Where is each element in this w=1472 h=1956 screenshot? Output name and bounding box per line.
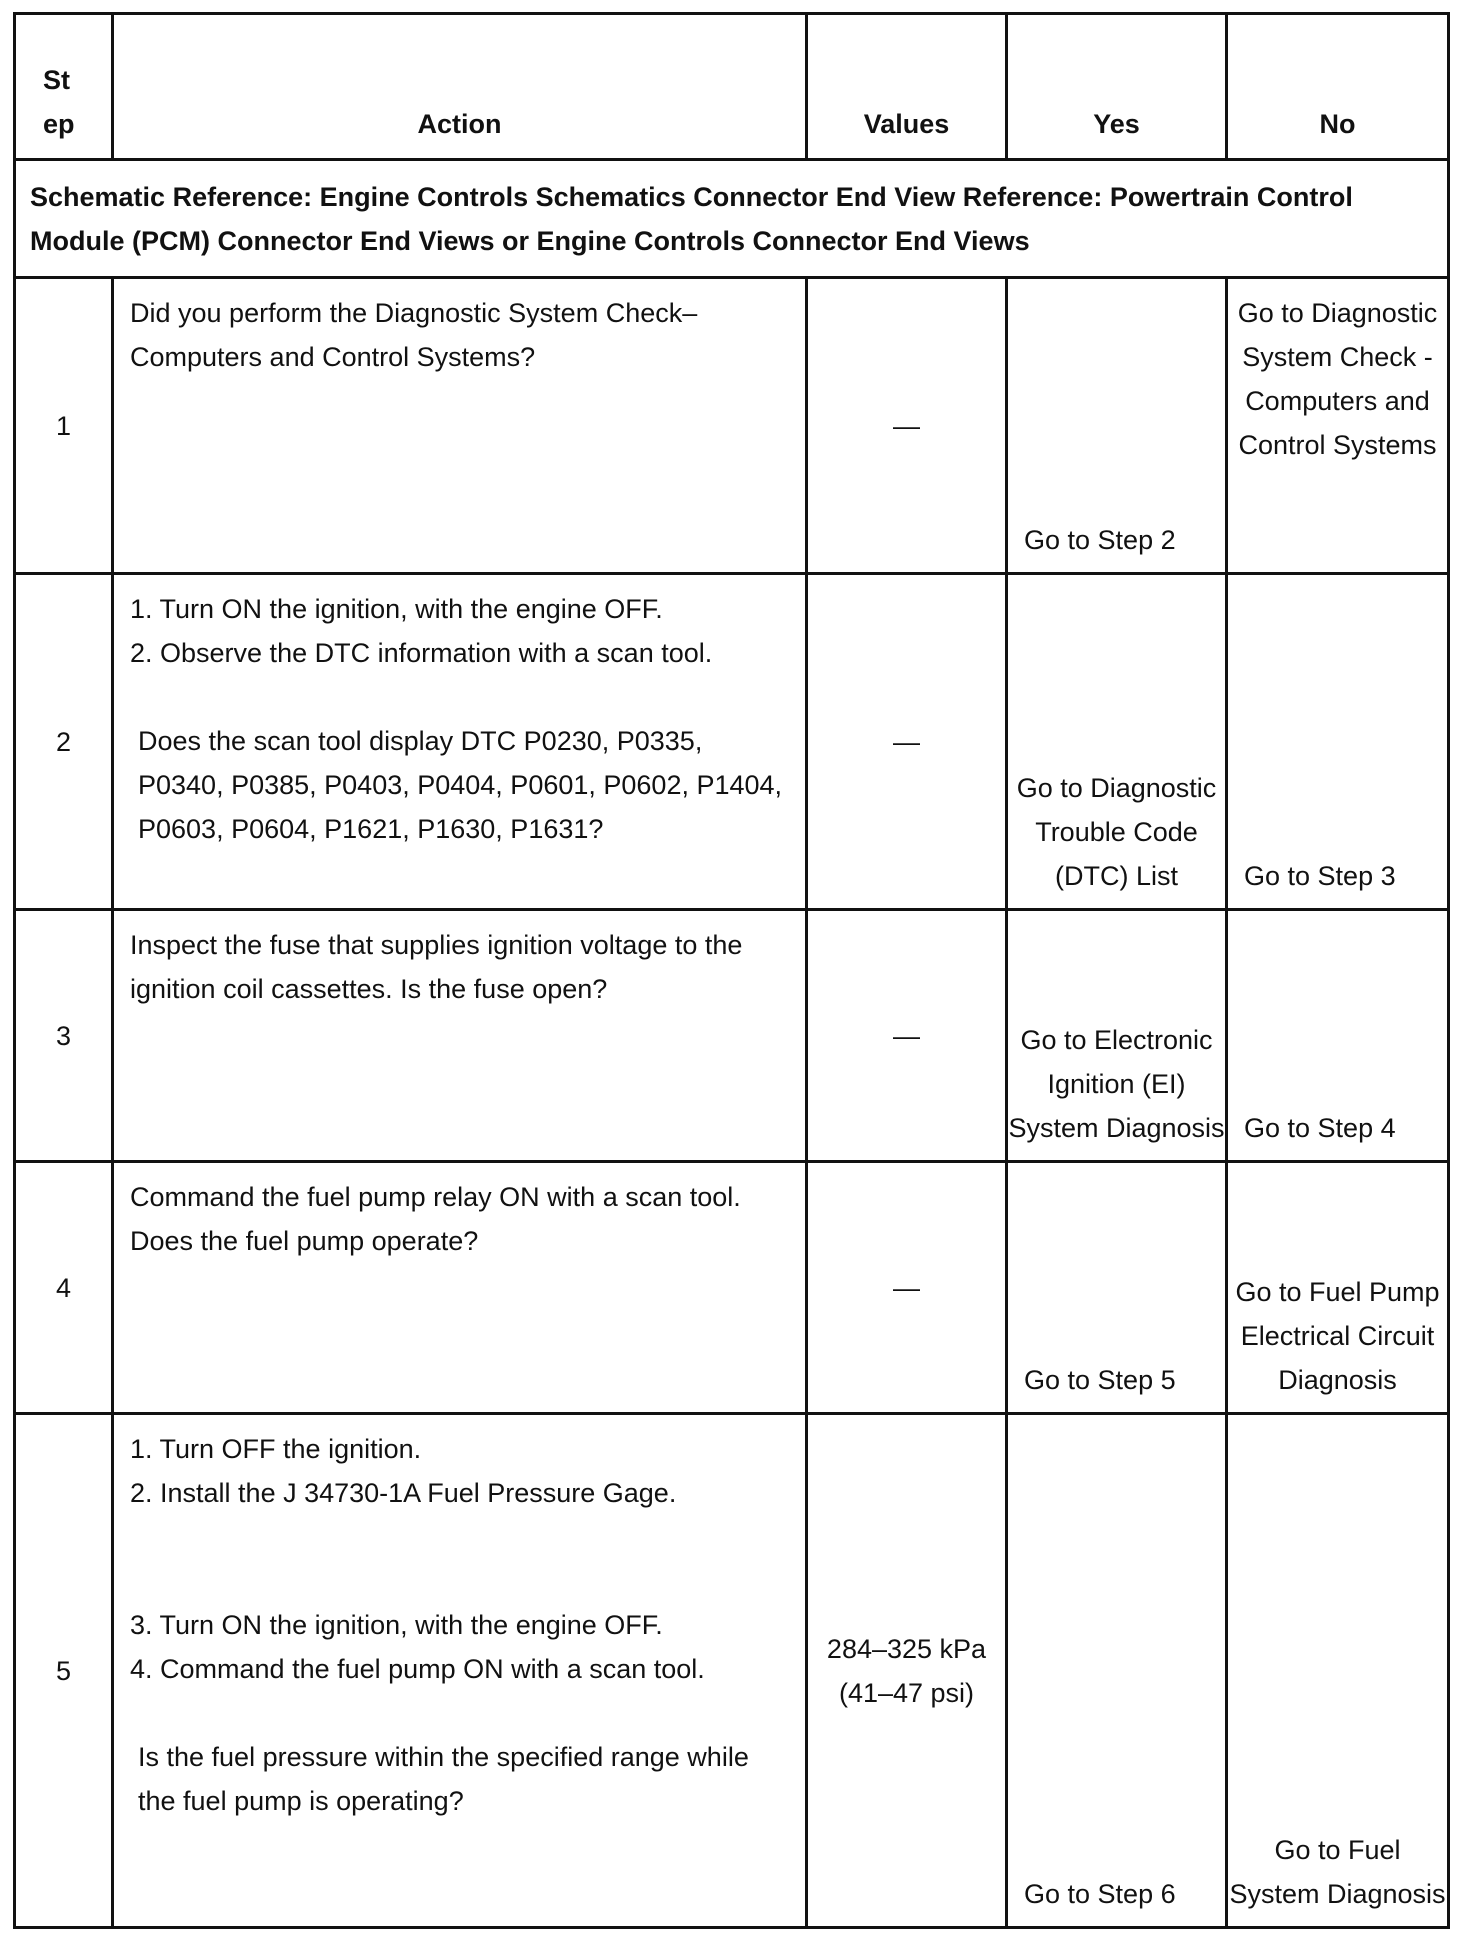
- step-number: 3: [15, 910, 113, 1162]
- values-cell: 284–325 kPa (41–47 psi): [807, 1414, 1007, 1928]
- action-cell: Did you perform the Diagnostic System Check–Computers and Control Systems?: [113, 278, 807, 574]
- action-item: 2. Install the J 34730-1A Fuel Pressure Gage.: [130, 1478, 677, 1508]
- no-cell: Go to Step 4: [1227, 910, 1449, 1162]
- action-header: Action: [113, 14, 807, 160]
- action-cell: [113, 1414, 807, 1928]
- yes-cell: Go to Step 2: [1007, 278, 1227, 574]
- schematic-reference: Schematic Reference: Engine Controls Schematics Connector End View Reference: Powertrain Control Module (PCM) Connector End Views or Engine Controls Connector End Views: [15, 160, 1449, 278]
- yes-cell: Go to Step 6: [1007, 1414, 1227, 1928]
- action-cell: [113, 574, 807, 910]
- action-cell: Inspect the fuse that supplies ignition voltage to the ignition coil cassettes. Is the fuse open?: [113, 910, 807, 1162]
- values-cell: —: [807, 1162, 1007, 1414]
- diagnostic-table: [13, 12, 1450, 1929]
- yes-cell: Go to Step 5: [1007, 1162, 1227, 1414]
- action-item: 4. Command the fuel pump ON with a scan tool.: [130, 1654, 705, 1684]
- table-row: [15, 910, 1449, 1162]
- action-question: Is the fuel pressure within the specified range while the fuel pump is operating?: [138, 1742, 749, 1816]
- no-cell: Go to Fuel System Diagnosis: [1227, 1414, 1449, 1928]
- table-row: [15, 1162, 1449, 1414]
- values-header: Values: [807, 14, 1007, 160]
- table-row: [15, 574, 1449, 910]
- table-row: [15, 1414, 1449, 1928]
- action-question: Does the scan tool display DTC P0230, P0335, P0340, P0385, P0403, P0404, P0601, P0602, P1404, P0603, P0604, P1621, P1630, P1631?: [138, 726, 783, 844]
- no-header: No: [1227, 14, 1449, 160]
- no-cell: Go to Step 3: [1227, 574, 1449, 910]
- action-cell: Command the fuel pump relay ON with a scan tool. Does the fuel pump operate?: [113, 1162, 807, 1414]
- step-number: 5: [15, 1414, 113, 1928]
- values-cell: —: [807, 278, 1007, 574]
- action-item: 1. Turn ON the ignition, with the engine OFF.: [130, 594, 663, 624]
- step-header: St ep: [15, 14, 113, 160]
- action-item: 1. Turn OFF the ignition.: [130, 1434, 422, 1464]
- yes-cell: Go to Diagnostic Trouble Code (DTC) List: [1007, 574, 1227, 910]
- action-item: 2. Observe the DTC information with a scan tool.: [130, 638, 713, 668]
- table-row: [15, 278, 1449, 574]
- action-item: 3. Turn ON the ignition, with the engine OFF.: [130, 1610, 663, 1640]
- step-number: 1: [15, 278, 113, 574]
- no-cell: Go to Fuel Pump Electrical Circuit Diagnosis: [1227, 1162, 1449, 1414]
- yes-header: Yes: [1007, 14, 1227, 160]
- yes-cell: Go to Electronic Ignition (EI) System Diagnosis: [1007, 910, 1227, 1162]
- header-row: [15, 14, 1449, 160]
- values-cell: —: [807, 574, 1007, 910]
- reference-row: [15, 160, 1449, 278]
- step-number: 2: [15, 574, 113, 910]
- step-number: 4: [15, 1162, 113, 1414]
- no-cell: Go to Diagnostic System Check - Computers and Control Systems: [1227, 278, 1449, 574]
- values-cell: —: [807, 910, 1007, 1162]
